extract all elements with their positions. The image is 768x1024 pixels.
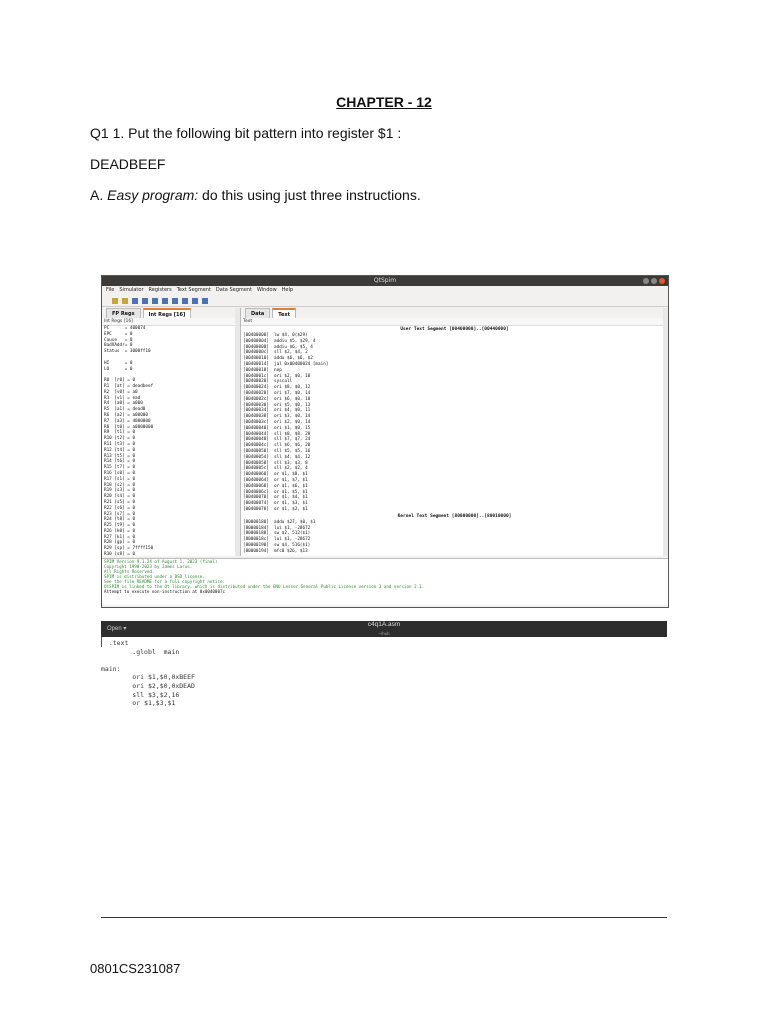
question-text: Q1 1. Put the following bit pattern into register $1 : — [90, 125, 402, 141]
page-title: CHAPTER - 12 — [336, 94, 432, 110]
qtspim-console — [102, 558, 668, 605]
registers-pane — [102, 308, 241, 556]
text-pane — [241, 308, 668, 556]
menu-registers: Registers — [148, 287, 172, 293]
menu-help: Help — [281, 287, 294, 293]
tab-int-regs: Int Regs [16] — [143, 308, 192, 318]
close-icon — [659, 278, 665, 284]
minimize-icon — [643, 278, 649, 284]
qtspim-titlebar — [102, 276, 668, 286]
console-messages: SPIM Version 9.1.24 of August 1, 2023 (final) Copyright 1990-2023 by James Larus. All Rights Reserved. SPIM is distributed under a BSD license. See the file README for a full copyright notice. QtSPIM is linked to the Qt library, which is distributed under the GNU Lesser General Public License version 3 and version 2.1. — [104, 559, 425, 589]
window-controls — [643, 278, 665, 284]
text-subheader: Text — [241, 318, 668, 326]
open-file-icon — [112, 298, 118, 304]
help-icon — [202, 298, 208, 304]
part-a — [90, 187, 421, 203]
qtspim-toolbar — [102, 295, 668, 307]
console-error: Attempt to execute non-instruction at 0x0040007c — [104, 589, 226, 594]
qtspim-screenshot — [101, 275, 669, 608]
user-text-listing: [00400000] lw $4, 0($29) [00400004] addiu $5, $29, 4 [00400008] addiu $6, $5, 4 [0040000c] sll $2, $4, 2 [00400010] addu $6, $6, $2 [00400014] jal 0x00400024 [main] [00400018] nop [0040001c] ori $2, $0, 10 [00400020] syscall [00400024] ori $8, $0, 12 [00400028] ori $7, $0, 14 [0040002c] ori $6, $0, 10 [00400030] ori $5, $0, 13 [00400034] ori $4, $0, 11 [00400038] ori $3, $0, 14 [0040003c] ori $2, $0, 14 [00400040] ori $1, $0, 15 [00400044] sll $8, $8, 28 [00400048] sll $7, $7, 24 [0040004c] sll $6, $6, 20 [00400050] sll $5, $5, 16 [00400054] sll $4, $4, 12 [00400058] sll $3, $3, 8 [0040005c] sll $2, $2, 4 [00400060] or $1, $8, $1 [00400064] or $1, $7, $1 [00400068] or $1, $6, $1 [0040006c] or $1, $5, $1 [00400070] or $1, $4, $1 [00400074] or $1, $3, $1 [00400078] or $1, $2, $1 — [243, 333, 329, 512]
register-tabs — [102, 308, 240, 318]
bit-pattern: DEADBEEF — [90, 156, 166, 172]
clear-icon — [152, 298, 158, 304]
menu-window: Window — [256, 287, 277, 293]
registers-subheader: Int Regs [16] — [102, 318, 240, 326]
kernel-text-listing: [80000180] addu $27, $0, $1 [80000184] lui $1, -28672 [80000188] sw $2, 512($1) [8000018c] lui $1, -28672 [80000190] sw $4, 516($1) [80000194] mfc0 $26, $13 — [243, 519, 316, 554]
menu-text-segment: Text Segment — [176, 287, 211, 293]
menu-file: File — [106, 287, 115, 293]
part-a-emphasis: Easy program: — [107, 187, 199, 203]
footer-student-id: 0801CS231087 — [90, 961, 181, 976]
registers-scrollbar — [235, 308, 240, 556]
qtspim-menubar — [102, 286, 668, 295]
step-icon — [192, 298, 198, 304]
print-icon — [142, 298, 148, 304]
maximize-icon — [651, 278, 657, 284]
qtspim-window-title: QtSpim — [373, 277, 397, 284]
editor-code: .text .globl main main: ori $1,$0,0xBEEF ori $2,$0,0xDEAD sll $3,$2,16 or $1,$3,$1 — [101, 639, 195, 708]
qtspim-panes — [102, 308, 668, 556]
register-values: PC = 400074 EPC = 0 Cause = 0 BadVAddr= 0 Status = 3000ff10 HI = 0 LO = 0 R0 [r0] = 0 R1 [at] = deadbeef R2 [v0] = a0 R3 [v1] = ead R4 [a0] = a000 R5 [a1] = dead0 R6 [a2] = a00000 R7 [a3] = 4000000 R8 [t0] = a0000000 R9 [t1] = 0 R10 [t2] = 0 R11 [t3] = 0 R12 [t4] = 0 R13 [t5] = 0 R14 [t6] = 0 R15 [t7] = 0 R16 [s0] = 0 R17 [s1] = 0 R18 [s2] = 0 R19 [s3] = 0 R20 [s4] = 0 R21 [s5] = 0 R22 [s6] = 0 R23 [s7] = 0 R24 [t8] = 0 R25 [t9] = 0 R26 [k0] = 0 R27 [k1] = 0 R28 [gp] = 0 R29 [sp] = 7ffff150 R30 [s8] = 0 — [104, 326, 154, 558]
tab-text: Text — [272, 308, 296, 318]
text-scrollbar — [663, 308, 668, 556]
editor-titlebar — [101, 621, 667, 637]
tab-fp-regs: FP Regs — [106, 308, 141, 318]
kernel-text-header: Kernel Text Segment [80000000]..[80010000] — [397, 513, 512, 519]
reload-icon — [122, 298, 128, 304]
save-icon — [132, 298, 138, 304]
pause-icon — [172, 298, 178, 304]
stop-icon — [182, 298, 188, 304]
run-icon — [162, 298, 168, 304]
footer-divider — [101, 917, 667, 918]
segment-tabs — [241, 308, 668, 318]
editor-file-path: ~/hub — [378, 631, 390, 636]
tab-data: Data — [245, 308, 270, 318]
menu-data-segment: Data Segment — [215, 287, 252, 293]
menu-simulator: Simulator — [119, 287, 144, 293]
user-text-header: User Text Segment [00400000]..[00440000] — [400, 327, 509, 332]
editor-file-title: c4q1A.asm — [367, 621, 401, 628]
editor-screenshot — [101, 621, 667, 901]
part-a-prefix: A. — [90, 187, 108, 203]
part-a-rest: do this using just three instructions. — [198, 187, 421, 203]
editor-open-button: Open ▾ — [107, 626, 127, 632]
